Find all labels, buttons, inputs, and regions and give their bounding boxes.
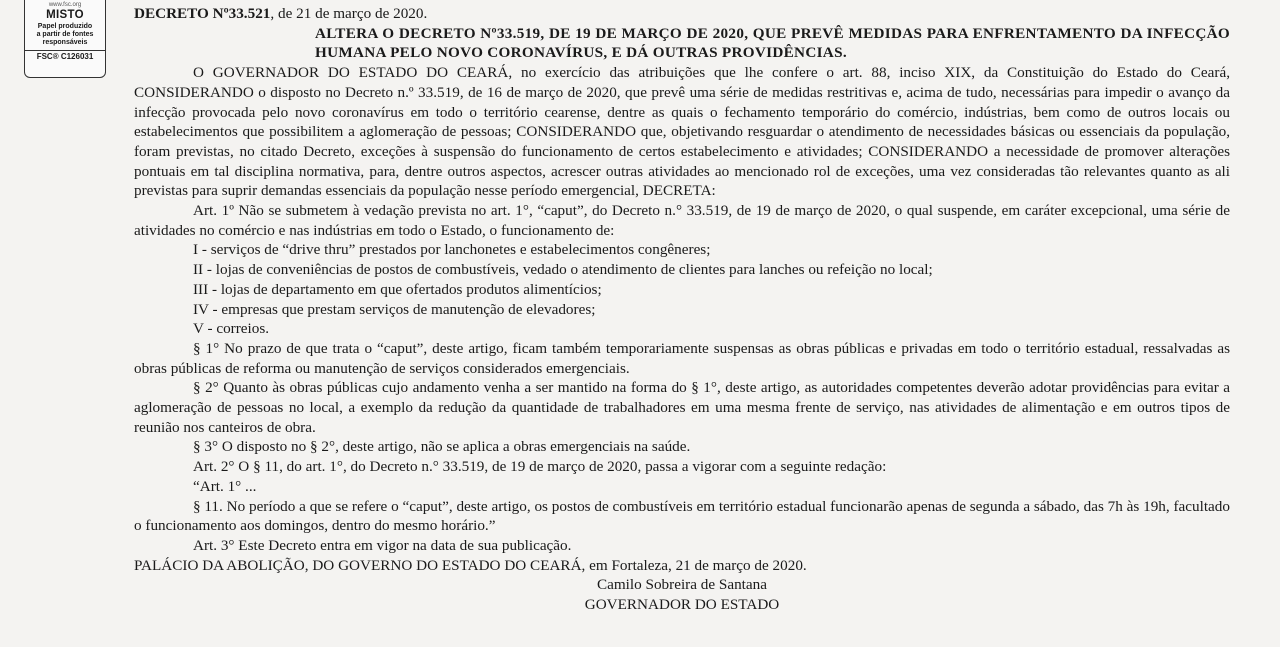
- decree-document: [134, 4, 1230, 615]
- article-1-item: I - serviços de “drive thru” prestados por lanchonetes e estabelecimentos congêneres;: [193, 241, 711, 259]
- paragraph-1: § 1° No prazo de que trata o “caput”, deste artigo, ficam também temporariamente suspensas as obras públicas e privadas em todo o território estadual, ressalvadas as obras públicas de reforma ou manutenção de serviços considerados emergenciais.: [134, 339, 1230, 377]
- fsc-url: www.fsc.org: [48, 2, 82, 8]
- article-1-item: III - lojas de departamento em que ofertados produtos alimentícios;: [193, 280, 602, 298]
- paragraph-11: § 11. No período a que se refere o “caput”, deste artigo, os postos de combustíveis em território estadual funcionarão apenas de segunda a sábado, das 7h às 19h, facultado o funcionamento aos domingos, dentro do mesmo horário.”: [134, 497, 1230, 535]
- article-1: Art. 1º Não se submetem à vedação prevista no art. 1°, “caput”, do Decreto n.° 33.519, de 19 de março de 2020, o qual suspende, em caráter excepcional, uma série de atividades no comércio e nas indústrias em todo o Estado, o funcionamento de:: [134, 202, 1230, 239]
- article-1-item: II - lojas de conveniências de postos de combustíveis, vedado o atendimento de clientes para lanches ou refeição no local;: [193, 261, 933, 279]
- article-1-item: IV - empresas que prestam serviços de manutenção de elevadores;: [193, 300, 596, 318]
- fsc-desc-line: Papel produzido: [37, 23, 93, 30]
- fsc-code: FSC® C126031: [25, 50, 105, 61]
- paragraph-3: § 3° O disposto no § 2°, deste artigo, não se aplica a obras emergenciais na saúde.: [193, 438, 691, 456]
- decree-number: DECRETO Nº33.521: [134, 5, 271, 22]
- fsc-label: MISTO: [46, 9, 84, 21]
- signer-name: Camilo Sobreira de Santana: [597, 576, 767, 594]
- fsc-seal: [24, 0, 106, 78]
- signer-title: GOVERNADOR DO ESTADO: [584, 596, 780, 614]
- decree-preamble: O GOVERNADOR DO ESTADO DO CEARÁ, no exercício das atribuições que lhe confere o art. 88, inciso XIX, da Constituição do Estado do Ceará, CONSIDERANDO o disposto no Decreto n.º 33.519, de 16 de março de 2020, que prevê uma série de medidas restritivas e, acima de tudo, necessárias para impedir o avanço da infecção provocada pelo novo coronavírus em todo o território cearense, dentre as quais o fechamento temporário do comércio, indústrias, bem como de outros locais ou estabelecimentos que possibilitem a aglomeração de pessoas; CONSIDERANDO que, objetivando resguardar o atendimento de necessidades básicas ou essenciais da população, foram previstas, no citado Decreto, exceções à suspensão do funcionamento de certos estabelecimento e atividades; CONSIDERANDO a necessidade de promover alterações pontuais em tal disciplina normativa, para, dentre outros aspectos, acrescer outras atividades ao mencionado rol de exceções, uma vez consideradas tão relevantes quanto as ali previstas para suprir demandas essenciais da população nesse período emergencial, DECRETA:: [134, 64, 1230, 200]
- closing-line: PALÁCIO DA ABOLIÇÃO, DO GOVERNO DO ESTADO DO CEARÁ, em Fortaleza, 21 de março de 2020.: [134, 556, 807, 574]
- paragraph-2: § 2° Quanto às obras públicas cujo andamento venha a ser mantido na forma do § 1°, deste artigo, as autoridades competentes deverão adotar providências para evitar a aglomeração de pessoas no local, a exemplo da redução da quantidade de trabalhadores em uma mesma frente de serviço, nas atividades de alimentação e em outros tipos de reunião nos canteiros de obra.: [134, 379, 1230, 436]
- fsc-desc-line: a partir de fontes: [36, 31, 94, 38]
- article-2-quote: “Art. 1° ...: [193, 477, 257, 495]
- decree-heading: [134, 4, 1230, 24]
- article-3: Art. 3° Este Decreto entra em vigor na data de sua publicação.: [193, 536, 572, 554]
- article-1-item: V - correios.: [193, 320, 270, 338]
- decree-ementa: ALTERA O DECRETO Nº33.519, DE 19 DE MARÇO DE 2020, QUE PREVÊ MEDIDAS PARA ENFRENTAMENTO DA INFECÇÃO HUMANA PELO NOVO CORONAVÍRUS, E DÁ OUTRAS PROVIDÊNCIAS.: [315, 24, 1230, 62]
- fsc-description: [25, 23, 105, 47]
- decree-date: , de 21 de março de 2020.: [270, 5, 428, 22]
- article-2: Art. 2° O § 11, do art. 1°, do Decreto n.° 33.519, de 19 de março de 2020, passa a vigorar com a seguinte redação:: [193, 458, 887, 476]
- fsc-desc-line: responsáveis: [42, 39, 88, 46]
